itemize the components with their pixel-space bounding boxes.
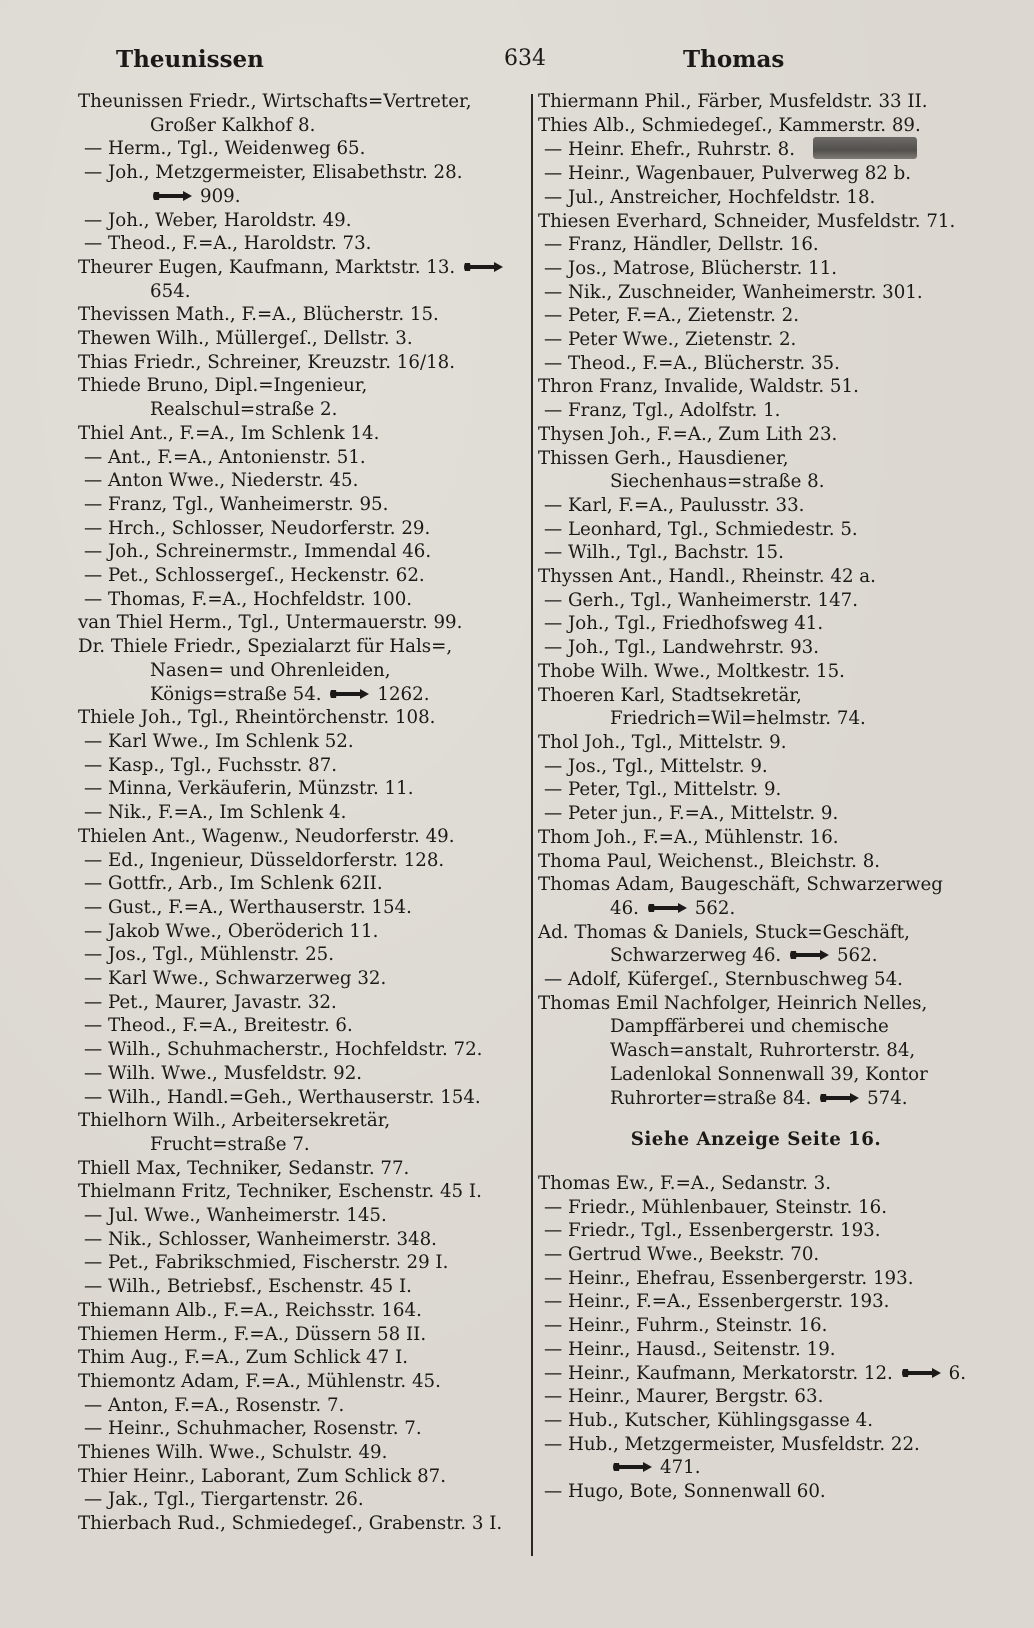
- left-column: [78, 90, 518, 1536]
- directory-entry: [78, 1228, 518, 1252]
- entry-text: — Heinr., Hausd., Seitenstr. 19.: [544, 1338, 836, 1360]
- entry-text: — Pet., Schlossergeſ., Heckenstr. 62.: [84, 565, 425, 587]
- directory-entry: [78, 1370, 518, 1394]
- entry-text: — Nik., Zuschneider, Wanheimerstr. 301.: [544, 281, 923, 303]
- directory-entry: [78, 611, 518, 635]
- directory-entry: [538, 565, 974, 589]
- directory-entry: [538, 1172, 974, 1196]
- page-number: 634: [504, 46, 546, 71]
- column-divider: [531, 94, 533, 1556]
- phone-number: 562: [836, 945, 872, 967]
- entry-text: — Heinr., Wagenbauer, Pulverweg 82 b.: [544, 163, 912, 185]
- directory-entry: [538, 423, 974, 447]
- directory-entry: — Heinr., Kaufmann, Merkatorstr. 12. 6.: [544, 1362, 967, 1384]
- entry-text: Thron Franz, Invalide, Waldstr. 51.: [538, 376, 859, 398]
- directory-entry: [78, 517, 518, 541]
- directory-entry: [538, 304, 974, 328]
- directory-entry: [538, 186, 974, 210]
- directory-entry: — Joh., Metzgermeister, Elisabethstr. 28. 909.: [84, 162, 463, 207]
- telephone-receiver-icon: [152, 189, 194, 203]
- entry-text: — Ed., Ingenieur, Düsseldorferstr. 128.: [84, 849, 445, 871]
- directory-entry: [78, 303, 518, 327]
- entry-text: — Wilh. Wwe., Musfeldstr. 92.: [84, 1062, 363, 1084]
- entry-text: — Joh., Metzgermeister, Elisabethstr. 28.: [84, 162, 463, 184]
- directory-entry: [538, 375, 974, 399]
- directory-entry: [78, 1323, 518, 1347]
- directory-entry: [78, 1299, 518, 1323]
- directory-entry: [78, 1086, 518, 1110]
- entry-text: Thysen Joh., F.=A., Zum Lith 23.: [538, 423, 838, 445]
- directory-entry: [538, 850, 974, 874]
- entry-text: — Joh., Schreinermstr., Immendal 46.: [84, 541, 432, 563]
- entry-text: Thoma Paul, Weichenst., Bleichstr. 8.: [538, 850, 881, 872]
- directory-entry: [538, 328, 974, 352]
- directory-entry: [538, 968, 974, 992]
- directory-entry: [78, 872, 518, 896]
- directory-entry: [538, 352, 974, 376]
- directory-entry: [538, 589, 974, 613]
- directory-entry: [78, 706, 518, 730]
- directory-entry: [78, 1014, 518, 1038]
- directory-entry: [538, 612, 974, 636]
- entry-text: — Heinr., Fuhrm., Steinstr. 16.: [544, 1315, 828, 1337]
- directory-entry: [78, 1512, 518, 1536]
- entry-text: — Ant., F.=A., Antonienstr. 51.: [84, 446, 366, 468]
- directory-entry: [78, 991, 518, 1015]
- entry-text: — Heinr., Maurer, Bergstr. 63.: [544, 1386, 824, 1408]
- directory-entry: [538, 162, 974, 186]
- directory-entry: [78, 896, 518, 920]
- entry-text: — Pet., Maurer, Javastr. 32.: [84, 991, 337, 1013]
- directory-entry: [538, 778, 974, 802]
- directory-entry: [78, 137, 518, 161]
- directory-entry: [538, 137, 974, 162]
- directory-entry: [78, 1465, 518, 1489]
- telephone-receiver-icon: [329, 687, 371, 701]
- entry-text: Thomas Ew., F.=A., Sedanstr. 3.: [538, 1172, 831, 1194]
- advertisement-notice: Siehe Anzeige Seite 16.: [630, 1129, 882, 1151]
- directory-entry: [538, 210, 974, 234]
- directory-entry: Ad. Thomas & Daniels, Stuck=Geschäft, Schwarzerweg 46. 562.: [538, 921, 910, 967]
- right-running-head: Thomas: [683, 46, 785, 73]
- phone-number: 654: [150, 280, 185, 302]
- left-running-head: Theunissen: [116, 46, 264, 73]
- entry-text: Thewen Wilh., Müllergeſ., Dellstr. 3.: [78, 328, 413, 350]
- entry-text: — Minna, Verkäuferin, Münzstr. 11.: [84, 778, 414, 800]
- directory-entry: [538, 114, 974, 138]
- directory-entry: [78, 1204, 518, 1228]
- entry-text: — Joh., Weber, Haroldstr. 49.: [84, 209, 352, 231]
- entry-text: — Jul., Anstreicher, Hochfeldstr. 18.: [544, 186, 876, 208]
- entry-text: — Herm., Tgl., Weidenweg 65.: [84, 138, 366, 160]
- entry-text: — Friedr., Tgl., Essenbergerstr. 193.: [544, 1220, 881, 1242]
- directory-entry: [78, 374, 518, 421]
- entry-text: Ad. Thomas & Daniels, Stuck=Geschäft, Schwarzerweg 46.: [538, 921, 910, 967]
- directory-entry: [78, 1157, 518, 1181]
- entry-text: Dr. Thiele Friedr., Spezialarzt für Hals=, Nasen= und Ohrenleiden, Königs=straße 54.: [78, 636, 453, 705]
- directory-entry: [538, 660, 974, 684]
- entry-text: — Gust., F.=A., Werthauserstr. 154.: [84, 896, 412, 918]
- phone-number: 909: [200, 185, 235, 207]
- directory-entry: [78, 1346, 518, 1370]
- telephone-receiver-icon: [789, 948, 831, 962]
- entry-text: Thiemen Herm., F.=A., Düssern 58 II.: [78, 1323, 427, 1345]
- entry-text: — Jos., Matrose, Blücherstr. 11.: [544, 257, 838, 279]
- phone-number: 574: [867, 1087, 902, 1109]
- directory-entry: Thomas Emil Nachfolger, Heinrich Nelles, Dampffärberei und chemische Wasch=anstalt, Ruhrorterstr. 84, Ladenlokal Sonnenwall 39, Kontor Ruhrorter=straße 84. 574.: [538, 992, 928, 1109]
- entry-text: Thielen Ant., Wagenw., Neudorferstr. 49.: [78, 825, 455, 847]
- entry-text: — Jul. Wwe., Wanheimerstr. 145.: [84, 1205, 387, 1227]
- entry-text: — Leonhard, Tgl., Schmiedestr. 5.: [544, 518, 858, 540]
- entry-text: — Theod., F.=A., Breitestr. 6.: [84, 1015, 353, 1037]
- entry-text: — Thomas, F.=A., Hochfeldstr. 100.: [84, 588, 413, 610]
- entry-text: — Gertrud Wwe., Beekstr. 70.: [544, 1244, 820, 1266]
- directory-entry: [538, 399, 974, 423]
- directory-entry: [538, 731, 974, 755]
- directory-entry: [538, 1409, 974, 1433]
- telephone-receiver-icon: [612, 1460, 654, 1474]
- entry-text: — Wilh., Tgl., Bachstr. 15.: [544, 542, 784, 564]
- directory-entry: [78, 920, 518, 944]
- directory-entry: [538, 684, 974, 731]
- directory-entry: [78, 351, 518, 375]
- entry-text: Thiemontz Adam, F.=A., Mühlenstr. 45.: [78, 1370, 441, 1392]
- entry-text: — Gerh., Tgl., Wanheimerstr. 147.: [544, 589, 859, 611]
- entry-text: Theunissen Friedr., Wirtschafts=Vertreter, Großer Kalkhof 8.: [78, 91, 472, 136]
- directory-entry: [78, 1394, 518, 1418]
- directory-entry: [538, 1290, 974, 1314]
- entry-text: — Nik., F.=A., Im Schlenk 4.: [84, 802, 347, 824]
- entry-text: Thiele Joh., Tgl., Rheintörchenstr. 108.: [78, 707, 436, 729]
- directory-entry: [78, 1417, 518, 1441]
- entry-text: — Jakob Wwe., Oberöderich 11.: [84, 920, 379, 942]
- entry-text: — Peter, Tgl., Mittelstr. 9.: [544, 779, 782, 801]
- entry-text: — Adolf, Küfergeſ., Sternbuschweg 54.: [544, 969, 903, 991]
- entry-text: Thies Alb., Schmiedegeſ., Kammerstr. 89.: [538, 114, 921, 136]
- entry-text: Thissen Gerh., Hausdiener, Siechenhaus=straße 8.: [538, 447, 825, 493]
- directory-entry: [538, 1385, 974, 1409]
- entry-text: — Heinr., Kaufmann, Merkatorstr. 12.: [544, 1362, 893, 1384]
- entry-text: — Joh., Tgl., Landwehrstr. 93.: [544, 637, 820, 659]
- directory-entry: [538, 90, 974, 114]
- telephone-receiver-icon: [463, 260, 505, 274]
- directory-entry: Theurer Eugen, Kaufmann, Marktstr. 13. 654.: [78, 256, 518, 303]
- telephone-receiver-icon: [901, 1366, 943, 1380]
- entry-text: — Peter jun., F.=A., Mittelstr. 9.: [544, 803, 839, 825]
- directory-entry: [538, 447, 974, 494]
- entry-text: — Theod., F.=A., Haroldstr. 73.: [84, 233, 372, 255]
- directory-entry: [78, 588, 518, 612]
- directory-entry: [538, 1196, 974, 1220]
- directory-entry: [538, 1267, 974, 1291]
- directory-entry: [78, 943, 518, 967]
- directory-entry: [538, 826, 974, 850]
- directory-entry: [78, 777, 518, 801]
- entry-text: — Heinr., Ehefrau, Essenbergerstr. 193.: [544, 1267, 914, 1289]
- entry-text: Thomas Adam, Baugeschäft, Schwarzerweg 46.: [538, 874, 943, 919]
- directory-entry: [78, 422, 518, 446]
- directory-entry: [538, 1338, 974, 1362]
- telephone-receiver-icon: [647, 901, 689, 915]
- entry-text: — Jos., Tgl., Mühlenstr. 25.: [84, 944, 334, 966]
- entry-text: Thienes Wilh. Wwe., Schulstr. 49.: [78, 1442, 388, 1464]
- entry-text: Thiesen Everhard, Schneider, Musfeldstr. 71.: [538, 210, 956, 232]
- directory-entry: [78, 1062, 518, 1086]
- entry-text: — Pet., Fabrikschmied, Fischerstr. 29 I.: [84, 1252, 449, 1274]
- entry-text: — Franz, Händler, Dellstr. 16.: [544, 234, 819, 256]
- directory-entry: [538, 1219, 974, 1243]
- entry-text: — Theod., F.=A., Blücherstr. 35.: [544, 352, 840, 374]
- directory-entry: [78, 801, 518, 825]
- entry-text: — Friedr., Mühlenbauer, Steinstr. 16.: [544, 1196, 887, 1218]
- entry-text: Thiel Ant., F.=A., Im Schlenk 14.: [78, 422, 380, 444]
- entry-text: Thim Aug., F.=A., Zum Schlick 47 I.: [78, 1347, 409, 1369]
- directory-entry: [78, 209, 518, 233]
- directory-entry: [78, 469, 518, 493]
- entry-text: Thyssen Ant., Handl., Rheinstr. 42 a.: [538, 566, 876, 588]
- directory-entry: [538, 1314, 974, 1338]
- entry-text: — Anton, F.=A., Rosenstr. 7.: [84, 1394, 345, 1416]
- entry-text: — Karl Wwe., Im Schlenk 52.: [84, 730, 354, 752]
- entry-text: — Nik., Schlosser, Wanheimerstr. 348.: [84, 1228, 437, 1250]
- directory-entry: [78, 730, 518, 754]
- entry-text: — Wilh., Schuhmacherstr., Hochfeldstr. 72.: [84, 1039, 483, 1061]
- telephone-receiver-icon: [819, 1091, 861, 1105]
- directory-entry: [78, 1109, 518, 1156]
- entry-text: Thias Friedr., Schreiner, Kreuzstr. 16/18.: [78, 351, 455, 373]
- directory-entry: [538, 494, 974, 518]
- entry-text: — Joh., Tgl., Friedhofsweg 41.: [544, 613, 824, 635]
- directory-entry: [78, 90, 518, 137]
- entry-text: — Anton Wwe., Niederstr. 45.: [84, 470, 359, 492]
- directory-entry: [538, 233, 974, 257]
- entry-text: — Hugo, Bote, Sonnenwall 60.: [544, 1481, 826, 1503]
- right-column: [538, 90, 974, 1504]
- entry-text: Thom Joh., F.=A., Mühlenstr. 16.: [538, 826, 839, 848]
- entry-text: Thoeren Karl, Stadtsekretär, Friedrich=Wil=helmstr. 74.: [538, 684, 866, 730]
- entry-text: Thierbach Rud., Schmiedegeſ., Grabenstr. 3 I.: [78, 1513, 503, 1535]
- entry-text: Thobe Wilh. Wwe., Moltkestr. 15.: [538, 660, 845, 682]
- directory-entry: [78, 1180, 518, 1204]
- entry-text: Thol Joh., Tgl., Mittelstr. 9.: [538, 731, 787, 753]
- directory-entry: [538, 541, 974, 565]
- entry-text: — Kasp., Tgl., Fuchsstr. 87.: [84, 754, 338, 776]
- entry-text: — Peter Wwe., Zietenstr. 2.: [544, 329, 797, 351]
- directory-entry: [538, 755, 974, 779]
- entry-text: Thielhorn Wilh., Arbeitersekretär, Frucht=straße 7.: [78, 1110, 391, 1155]
- entry-text: — Wilh., Handl.=Geh., Werthauserstr. 154.: [84, 1086, 481, 1108]
- entry-text: — Hub., Kutscher, Kühlingsgasse 4.: [544, 1409, 873, 1431]
- directory-entry: Thomas Adam, Baugeschäft, Schwarzerweg 46. 562.: [538, 874, 943, 919]
- entry-text: — Karl, F.=A., Paulusstr. 33.: [544, 494, 805, 516]
- entry-text: — Heinr., F.=A., Essenbergerstr. 193.: [544, 1291, 890, 1313]
- entry-text: Thiermann Phil., Färber, Musfeldstr. 33 II.: [538, 91, 928, 112]
- directory-entry: [78, 825, 518, 849]
- directory-entry: [538, 1480, 974, 1504]
- entry-text: — Karl Wwe., Schwarzerweg 32.: [84, 968, 387, 990]
- entry-text: Thevissen Math., F.=A., Blücherstr. 15.: [78, 304, 439, 326]
- directory-entry: [78, 1251, 518, 1275]
- entry-text: — Jak., Tgl., Tiergartenstr. 26.: [84, 1489, 364, 1511]
- directory-entry: [78, 564, 518, 588]
- directory-entry: [78, 232, 518, 256]
- entry-text: van Thiel Herm., Tgl., Untermauerstr. 99.: [78, 612, 463, 634]
- entry-text: — Heinr., Schuhmacher, Rosenstr. 7.: [84, 1418, 422, 1440]
- directory-entry: [78, 446, 518, 470]
- entry-text: — Hrch., Schlosser, Neudorferstr. 29.: [84, 517, 431, 539]
- entry-text: — Franz, Tgl., Adolfstr. 1.: [544, 400, 781, 422]
- directory-entry: — Hub., Metzgermeister, Musfeldstr. 22. 471.: [544, 1433, 920, 1479]
- directory-entry: [78, 540, 518, 564]
- directory-entry: [78, 754, 518, 778]
- directory-entry: [538, 257, 974, 281]
- phone-number: 471: [660, 1457, 695, 1479]
- entry-text: — Wilh., Betriebsf., Eschenstr. 45 I.: [84, 1276, 412, 1298]
- entry-text: Theurer Eugen, Kaufmann, Marktstr. 13.: [78, 256, 456, 278]
- directory-entry: [538, 281, 974, 305]
- directory-entry: [538, 636, 974, 660]
- phone-number: 562: [694, 897, 730, 919]
- entry-text: Thomas Emil Nachfolger, Heinrich Nelles, Dampffärberei und chemische Wasch=anstalt, Ruhrorterstr. 84, Ladenlokal Sonnenwall 39, Kontor Ruhrorter=straße 84.: [538, 992, 928, 1109]
- directory-entry: [538, 802, 974, 826]
- ink-smudge: [813, 137, 917, 159]
- directory-entry: [538, 518, 974, 542]
- directory-entry: [78, 1275, 518, 1299]
- directory-entry: [78, 327, 518, 351]
- page-header: [80, 46, 978, 80]
- directory-entry: [78, 967, 518, 991]
- entry-text: — Heinr. Ehefr., Ruhrstr. 8.: [544, 139, 795, 161]
- phone-number: 1262: [377, 683, 424, 705]
- directory-entry: [78, 1038, 518, 1062]
- phone-number: 6: [948, 1362, 961, 1384]
- entry-text: Thielmann Fritz, Techniker, Eschenstr. 45 I.: [78, 1181, 482, 1203]
- directory-entry: [78, 849, 518, 873]
- directory-entry: [78, 1441, 518, 1465]
- entry-text: — Jos., Tgl., Mittelstr. 9.: [544, 755, 768, 777]
- entry-text: — Franz, Tgl., Wanheimerstr. 95.: [84, 493, 389, 515]
- entry-text: Thier Heinr., Laborant, Zum Schlick 87.: [78, 1465, 447, 1487]
- directory-entry: Dr. Thiele Friedr., Spezialarzt für Hals=, Nasen= und Ohrenleiden, Königs=straße 54. 1262.: [78, 636, 453, 705]
- entry-text: — Peter, F.=A., Zietenstr. 2.: [544, 305, 800, 327]
- entry-text: Thiemann Alb., F.=A., Reichsstr. 164.: [78, 1299, 422, 1321]
- directory-entry: [78, 1488, 518, 1512]
- entry-text: — Hub., Metzgermeister, Musfeldstr. 22.: [544, 1433, 920, 1455]
- entry-text: — Gottfr., Arb., Im Schlenk 62II.: [84, 873, 383, 895]
- entry-text: Thiell Max, Techniker, Sedanstr. 77.: [78, 1157, 410, 1179]
- directory-entry: [538, 1243, 974, 1267]
- directory-entry: [78, 493, 518, 517]
- entry-text: Thiede Bruno, Dipl.=Ingenieur, Realschul=straße 2.: [78, 375, 368, 421]
